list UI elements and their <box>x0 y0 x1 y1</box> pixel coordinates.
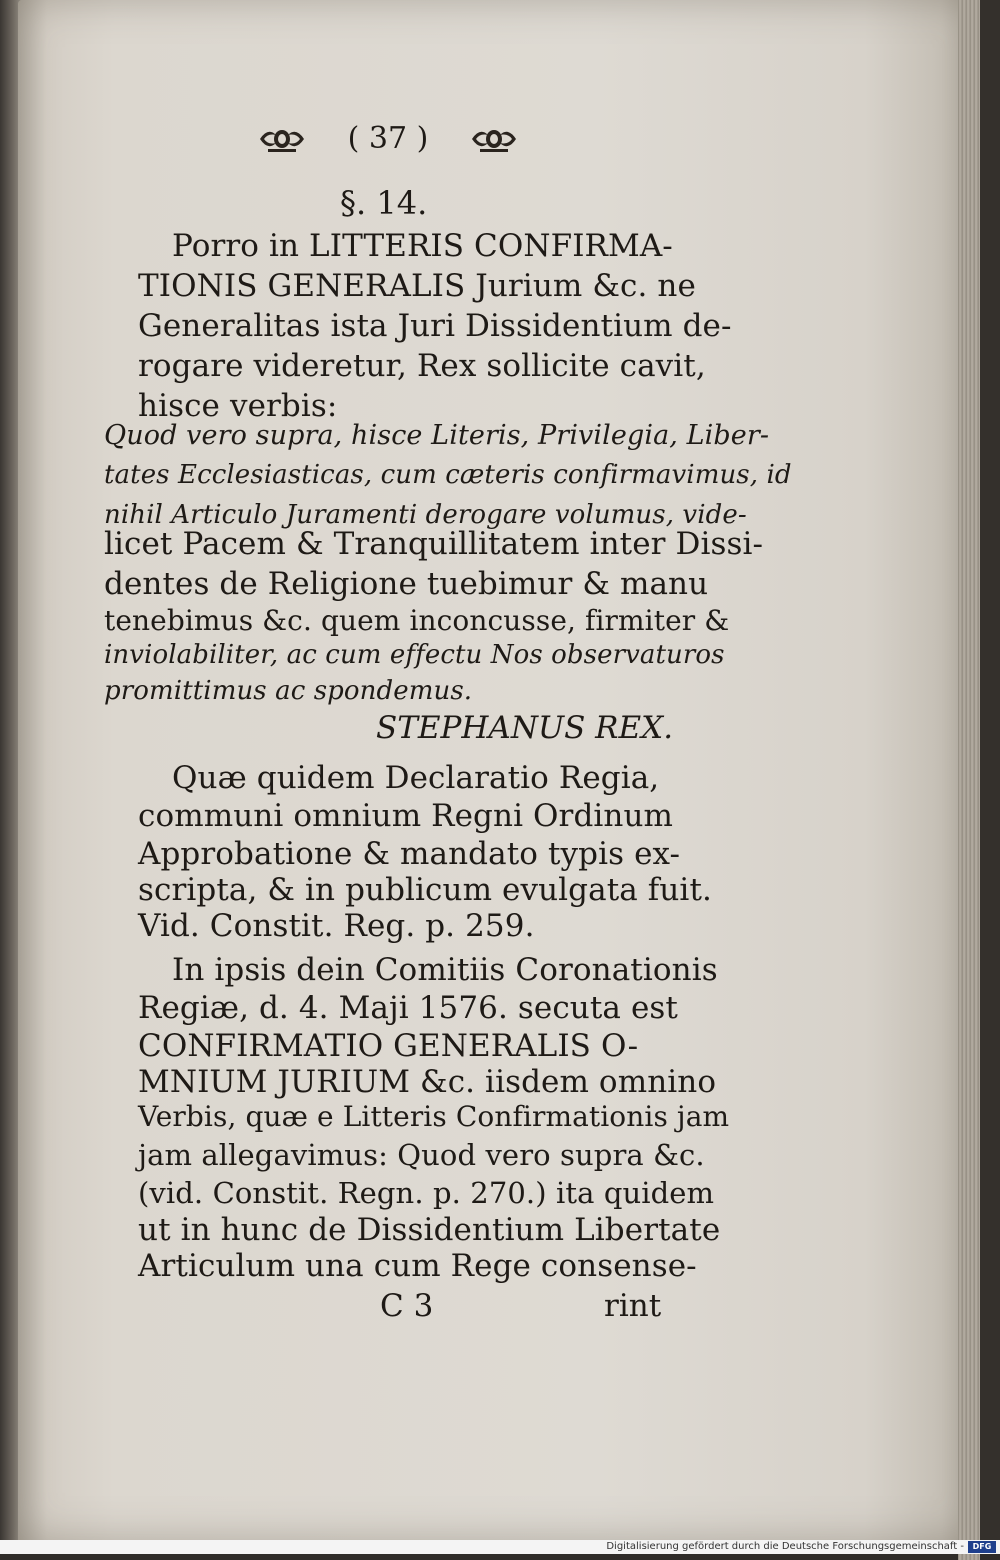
paragraph3-line-6: jam allegavimus: Quod vero supra &c. <box>138 1138 705 1172</box>
section-heading: §. 14. <box>340 184 428 222</box>
paragraph2-line-4: scripta, & in publicum evulgata fuit. <box>138 872 712 908</box>
paragraph2-line-1: Quæ quidem Declaratio Regia, <box>172 760 660 796</box>
paragraph3-line-3: CONFIRMATIO GENERALIS O- <box>138 1028 639 1064</box>
quote-line-6: tenebimus &c. quem inconcusse, firmiter & <box>104 604 730 637</box>
paragraph1-line-3: Generalitas ista Juri Dissidentium de- <box>138 308 732 344</box>
paragraph3-line-8: ut in hunc de Dissidentium Libertate <box>138 1212 721 1248</box>
page-number: ( 37 ) <box>347 120 429 156</box>
quote-line-1: Quod vero supra, hisce Literis, Privilegia, Liber- <box>104 420 770 451</box>
paragraph2-line-3: Approbatione & mandato typis ex- <box>138 836 681 872</box>
quote-line-3: nihil Articulo Juramenti derogare volumus, vide- <box>104 500 747 530</box>
running-header <box>258 118 518 158</box>
paragraph3-line-5: Verbis, quæ e Litteris Confirmationis jam <box>138 1100 730 1133</box>
paragraph2-line-2: communi omnium Regni Ordinum <box>138 798 674 834</box>
paragraph3-line-1: In ipsis dein Comitiis Coronationis <box>172 952 718 988</box>
quote-line-5: dentes de Religione tuebimur & manu <box>104 566 709 602</box>
paragraph3-line-4: MNIUM JURIUM &c. iisdem omnino <box>138 1064 717 1100</box>
catchword: rint <box>604 1288 662 1324</box>
paragraph1-line-4: rogare videretur, Rex sollicite cavit, <box>138 348 706 384</box>
quote-line-4: licet Pacem & Tranquillitatem inter Dissi- <box>104 526 764 562</box>
signature-mark: C 3 <box>380 1288 434 1324</box>
paragraph3-line-7: (vid. Constit. Regn. p. 270.) ita quidem <box>138 1176 715 1210</box>
quote-line-7: inviolabiliter, ac cum effectu Nos observaturos <box>104 640 725 670</box>
ornament-right-icon <box>470 123 518 153</box>
paragraph1-line-5: hisce verbis: <box>138 388 338 424</box>
dfg-logo: DFG <box>968 1541 996 1553</box>
quote-line-2: tates Ecclesiasticas, cum cæteris confirmavimus, id <box>104 460 792 490</box>
ornament-left-icon <box>258 123 306 153</box>
paragraph2-line-5: Vid. Constit. Reg. p. 259. <box>138 908 535 944</box>
paragraph3-line-2: Regiæ, d. 4. Maji 1576. secuta est <box>138 990 678 1026</box>
paragraph1-line-1: Porro in LITTERIS CONFIRMA- <box>172 228 673 264</box>
paragraph1-line-2: TIONIS GENERALIS Jurium &c. ne <box>138 268 696 304</box>
signature-line: STEPHANUS REX. <box>376 710 674 746</box>
quote-line-8: promittimus ac spondemus. <box>104 676 473 706</box>
funding-credit: Digitalisierung gefördert durch die Deutsche Forschungsgemeinschaft - <box>606 1541 964 1552</box>
paragraph3-line-9: Articulum una cum Rege consense- <box>138 1248 697 1284</box>
page-fore-edge <box>958 0 980 1560</box>
